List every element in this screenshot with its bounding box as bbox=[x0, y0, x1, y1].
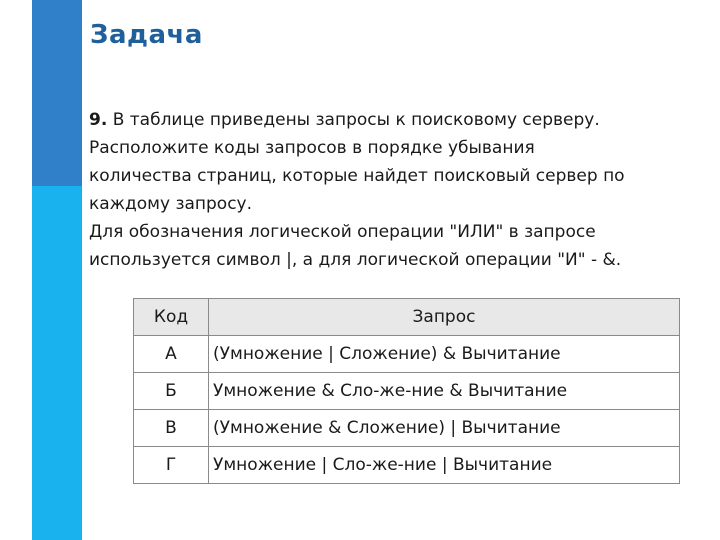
cell-query: (Умножение | Сложение) & Вычитание bbox=[209, 336, 680, 373]
task-line-4: каждому запросу. bbox=[89, 194, 253, 214]
task-line-6: используется символ |, а для логической операции "И" - &. bbox=[89, 250, 622, 270]
header-code: Код bbox=[134, 299, 209, 336]
task-line-1-text: В таблице приведены запросы к поисковому серверу. bbox=[107, 110, 600, 130]
task-line-2: Расположите коды запросов в порядке убывания bbox=[89, 138, 535, 158]
table-row bbox=[134, 410, 680, 447]
cell-query: Умножение & Сло-же-ние & Вычитание bbox=[209, 373, 680, 410]
slide-title: Задача bbox=[90, 20, 203, 50]
query-table bbox=[133, 298, 680, 484]
task-line-1 bbox=[89, 106, 709, 134]
cell-query: Умножение | Сло-же-ние | Вычитание bbox=[209, 447, 680, 484]
cell-code: А bbox=[134, 336, 209, 373]
table-row bbox=[134, 373, 680, 410]
header-query: Запрос bbox=[209, 299, 680, 336]
table-row bbox=[134, 447, 680, 484]
task-number: 9. bbox=[89, 110, 108, 130]
cell-code: Б bbox=[134, 373, 209, 410]
task-text bbox=[89, 106, 709, 274]
cell-code: В bbox=[134, 410, 209, 447]
task-line-5: Для обозначения логической операции "ИЛИ" в запросе bbox=[89, 222, 596, 242]
table-header-row bbox=[134, 299, 680, 336]
cell-query: (Умножение & Сложение) | Вычитание bbox=[209, 410, 680, 447]
cell-code: Г bbox=[134, 447, 209, 484]
task-line-3: количества страниц, которые найдет поисковый сервер по bbox=[89, 166, 625, 186]
table-row bbox=[134, 336, 680, 373]
accent-bar-bottom bbox=[32, 186, 82, 540]
accent-bar-top bbox=[32, 0, 82, 186]
